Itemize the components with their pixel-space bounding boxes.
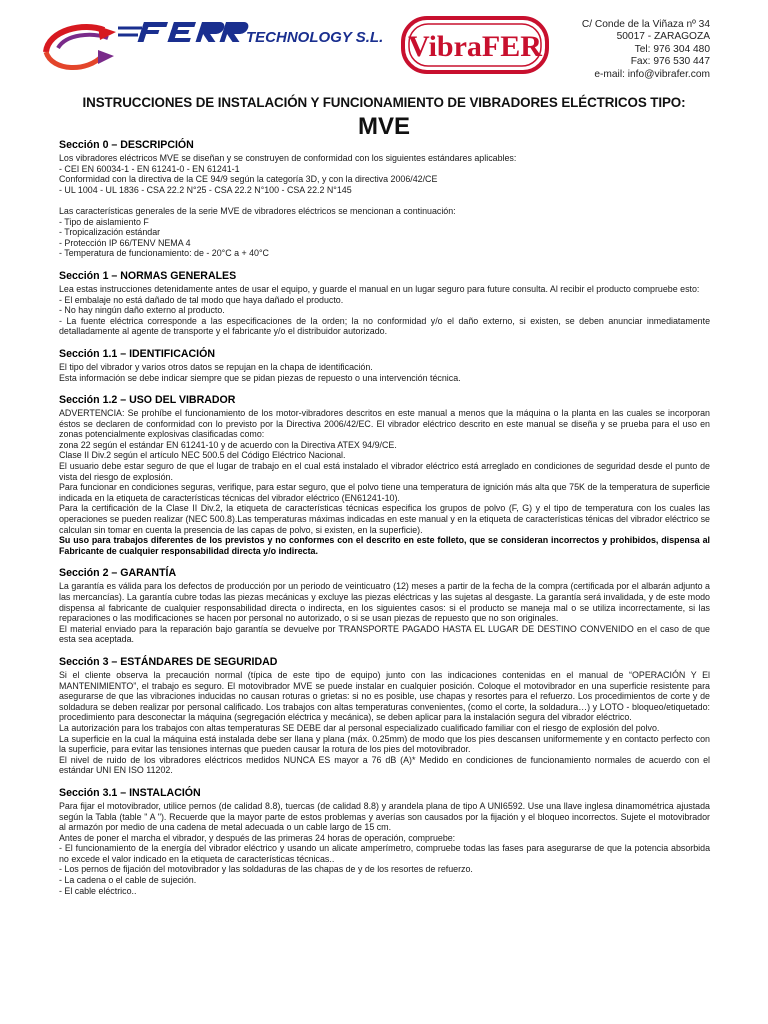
paragraph: El usuario debe estar seguro de que el lugar de trabajo en el cual está instalado el vibrador eléctrico está arreglado en condiciones de seguridad desde el punto de vista del riesgo de explosión. (59, 461, 710, 482)
paragraph: El nivel de ruido de los vibradores eléctricos medidos NUNCA ES mayor a 76 dB (A)* Medido en condiciones de funcionamiento normales de acuerdo con el estándar UNI EN ISO 11202. (59, 754, 710, 776)
ferr-technology-logo (36, 14, 386, 74)
text-line: - CEI EN 60034-1 - EN 61241-0 - EN 61241-1 (59, 163, 240, 174)
paragraph: - La fuente eléctrica corresponde a las especificaciones de la orden; la no conformidad y/o el daño externo, si existen, se deben anunciar inmediatamente detalladamente al agente de transporte y el fabricante y/o el distribuidor autorizado. (59, 315, 710, 337)
section-garantia (59, 567, 710, 645)
text-line: zona 22 según el estándar EN 61241-10 y de acuerdo con la Directiva ATEX 94/9/CE. (59, 439, 397, 450)
document-subtitle: MVE (357, 113, 410, 140)
text-line: El tipo del vibrador y varios otros datos se repujan en la chapa de identificación. (59, 361, 373, 372)
text-line: - Protección IP 66/TENV NEMA 4 (59, 237, 191, 248)
text-line: - Tropicalización estándar (59, 227, 161, 238)
paragraph: La superficie en la cual la máquina está instalada debe ser llana y plana (máx. 0.25mm) de modo que los pies descansen uniformemente y en contacto perfecto con la superficie, para evitar las tensiones internas que pueden causar la rotura de los pies del motovibrador. (59, 733, 710, 755)
section-heading: Sección 1.2 – USO DEL VIBRADOR (59, 394, 236, 407)
section-descripcion (59, 139, 710, 259)
company-contact (582, 19, 710, 81)
section-heading: Sección 1.1 – IDENTIFICACIÓN (59, 347, 215, 360)
section-heading: Sección 2 – GARANTÍA (59, 567, 177, 580)
text-line: - Temperatura de funcionamiento: de - 20°C a + 40°C (59, 248, 269, 259)
contact-fax: Fax: 976 530 447 (630, 56, 710, 68)
section-normas-generales (59, 270, 710, 337)
contact-phone: Tel: 976 304 480 (634, 43, 710, 55)
contact-city: 50017 - ZARAGOZA (616, 31, 710, 43)
section-identificacion (59, 348, 710, 383)
section-heading: Sección 3.1 – INSTALACIÓN (59, 786, 201, 799)
section-heading: Sección 1 – NORMAS GENERALES (59, 269, 237, 282)
text-line: Antes de poner el marcha el vibrador, y después de las primeras 24 horas de operación, compruebe: (59, 832, 456, 843)
paragraph: Para fijar el motovibrador, utilice pernos (de calidad 8.8), tuercas (de calidad 8.8) y arandela plana de tipo A UNI6592. Use una llave inglesa dinamométrica ajustada según la Tabla (table " A "). Recuerde que la mayor parte de estos problemas y averías son causados por la fijación y el bloqueo incorrectos. Sujete el motovibrador al armazón por medio de una cadena de metal adecuada o un cable largo de 15 cm. (59, 800, 710, 833)
page-header (0, 0, 768, 90)
section-estandares-seguridad (59, 656, 710, 776)
paragraph: La autorización para los trabajos con altas temperaturas SE DEBE dar al personal especializado cualificado familiar con el riesgo de explosión del polvo. (59, 722, 660, 733)
blank-line (59, 195, 710, 206)
text-line: - El cable eléctrico.. (59, 885, 137, 896)
text-line: Esta información se debe indicar siempre que se pidan piezas de repuesto o una intervención técnica. (59, 372, 461, 383)
contact-address: C/ Conde de la Viñaza nº 34 (581, 19, 710, 30)
text-line: - Tipo de aislamiento F (59, 216, 149, 227)
text-line: - La cadena o el cable de sujeción. (59, 875, 197, 886)
section-uso-del-vibrador (59, 394, 710, 556)
paragraph: La garantía es válida para los defectos de producción por un periodo de veinticuatro (12) meses a partir de la fecha de la compra (certificada por el albarán adjunto a las mercancías). La garantía cubre todas las piezas mecánicas y excluye las piezas eléctricas y las sujetas al desgaste. La garantía será invalidada, y de este modo dispensa al fabricante de cualquier responsabilidad directa o indirecta, en los siguientes casos: si el producto se maneja mal o se utiliza incorrectamente, si las reparaciones o las modificaciones se hacen por personal no autorizado, o si se usan piezas de repuesto que no son originales. (59, 581, 710, 624)
paragraph: - El funcionamiento de la energía del vibrador eléctrico y usando un alicate amperímetro, compruebe todas las fases para asegurarse de que la potencia absorbida no excede el valor indicado en la etiqueta de características técnicas.. (59, 843, 710, 864)
paragraph: ADVERTENCIA: Se prohíbe el funcionamiento de los motor-vibradores descritos en este manual a menos que la máquina o la planta en las cuales se incorporan éstos se declaren de conformidad con lo previsto por la Directiva 2006/42/EC. El vibrador eléctrico descrito en este manual se diseña y se prueba para el uso en zonas potencialmente explosivas clasificadas como: (59, 408, 710, 440)
warning-paragraph: Su uso para trabajos diferentes de los previstos y no conformes con el descrito en este folleto, que se consideran incorrectos y prohibidos, dispensa al Fabricante de cualquier responsabilidad directa y/o indirecta. (59, 535, 710, 556)
vibrafer-logo (400, 14, 550, 76)
document-title: INSTRUCCIONES DE INSTALACIÓN Y FUNCIONAMIENTO DE VIBRADORES ELÉCTRICOS TIPO: (82, 95, 686, 110)
paragraph: Lea estas instrucciones detenidamente antes de usar el equipo, y guarde el manual en un lugar seguro para future consulta. Al recibir el producto compruebe esto: (59, 283, 700, 294)
svg-text:TECHNOLOGY S.L.: TECHNOLOGY S.L. (246, 29, 384, 46)
paragraph: El material enviado para la reparación bajo garantía se devuelve por TRANSPORTE PAGADO HASTA EL LUGAR DE DESTINO CONVENIDO en el caso de que esta sea aceptada. (59, 623, 710, 645)
text-line: Las características generales de la serie MVE de vibradores eléctricos se mencionan a continuación: (59, 205, 456, 216)
section-heading: Sección 3 – ESTÁNDARES DE SEGURIDAD (59, 655, 278, 668)
section-heading: Sección 0 – DESCRIPCIÓN (59, 139, 194, 151)
paragraph: Para la certificación de la Clase II Div.2, la etiqueta de características técnicas especifica los grupos de polvo (F, G) y el tipo de temperatura con los cuales las operaciones se pueden realizar (NEC 500.8).Las temperaturas máximas indicadas en este manual y en la etiqueta de características ténicas del vibrador eléctrico se calculan sin tomar en cuenta la presencia de las capas de polvo, si existen, en la superficie). (59, 503, 710, 535)
paragraph: Para funcionar en condiciones seguras, verifique, para estar seguro, que el polvo tiene una temperatura de ignición más alta que 75K de la temperatura de superficie indicada en la etiqueta de características técnicas del vibrador eléctrico (EN61241-10). (59, 482, 710, 503)
document-body (59, 139, 710, 907)
text-line: Conformidad con la directiva de la CE 94/9 según la categoría 3D, y con la directiva 2006/42/CE (59, 174, 438, 185)
text-line: - UL 1004 - UL 1836 - CSA 22.2 N°25 - CSA 22.2 N°100 - CSA 22.2 N°145 (59, 184, 352, 195)
contact-email: e-mail: info@vibrafer.com (594, 68, 710, 80)
paragraph: Si el cliente observa la precaución normal (típica de este tipo de equipo) junto con las indicaciones contenidas en el manual de “OPERACIÓN Y El MANTENIMIENTO”, el trabajo es seguro. El motovibrador MVE se puede instalar en cualquier posición. Coloque el motovibrador en una superficie resistente para asegurarse de que las vibraciones inducidas no causan roturas o grietas: si no es posible, use chapas y resortes para el refuerzo. Los procedimientos de corte y de soldadura se deben realizar por personal calificado. Los trabajos con altas temperaturas convenientes, (como el corte, la soldadura…) y LOTO - bloqueo/etiquetado: procedimiento para desconectar la máquina (segregación eléctrica y mecánica), se deben aplicar para la instalación segura del vibrador eléctrico. (59, 669, 710, 723)
text-line: Los vibradores eléctricos MVE se diseñan y se construyen de conformidad con los siguientes estándares aplicables: (59, 153, 517, 163)
text-line: - El embalaje no está dañado de tal modo que haya dañado el producto. (59, 294, 344, 305)
text-line: - No hay ningún daño externo al producto. (59, 305, 225, 316)
svg-text:VibraFER: VibraFER (408, 30, 542, 63)
text-line: Clase II Div.2 según el artículo NEC 500.5 del Código Eléctrico Nacional. (59, 450, 346, 461)
section-instalacion (59, 787, 710, 896)
text-line: - Los pernos de fijación del motovibrador y las soldaduras de las chapas de y de los resortes de refuerzo. (59, 864, 473, 875)
